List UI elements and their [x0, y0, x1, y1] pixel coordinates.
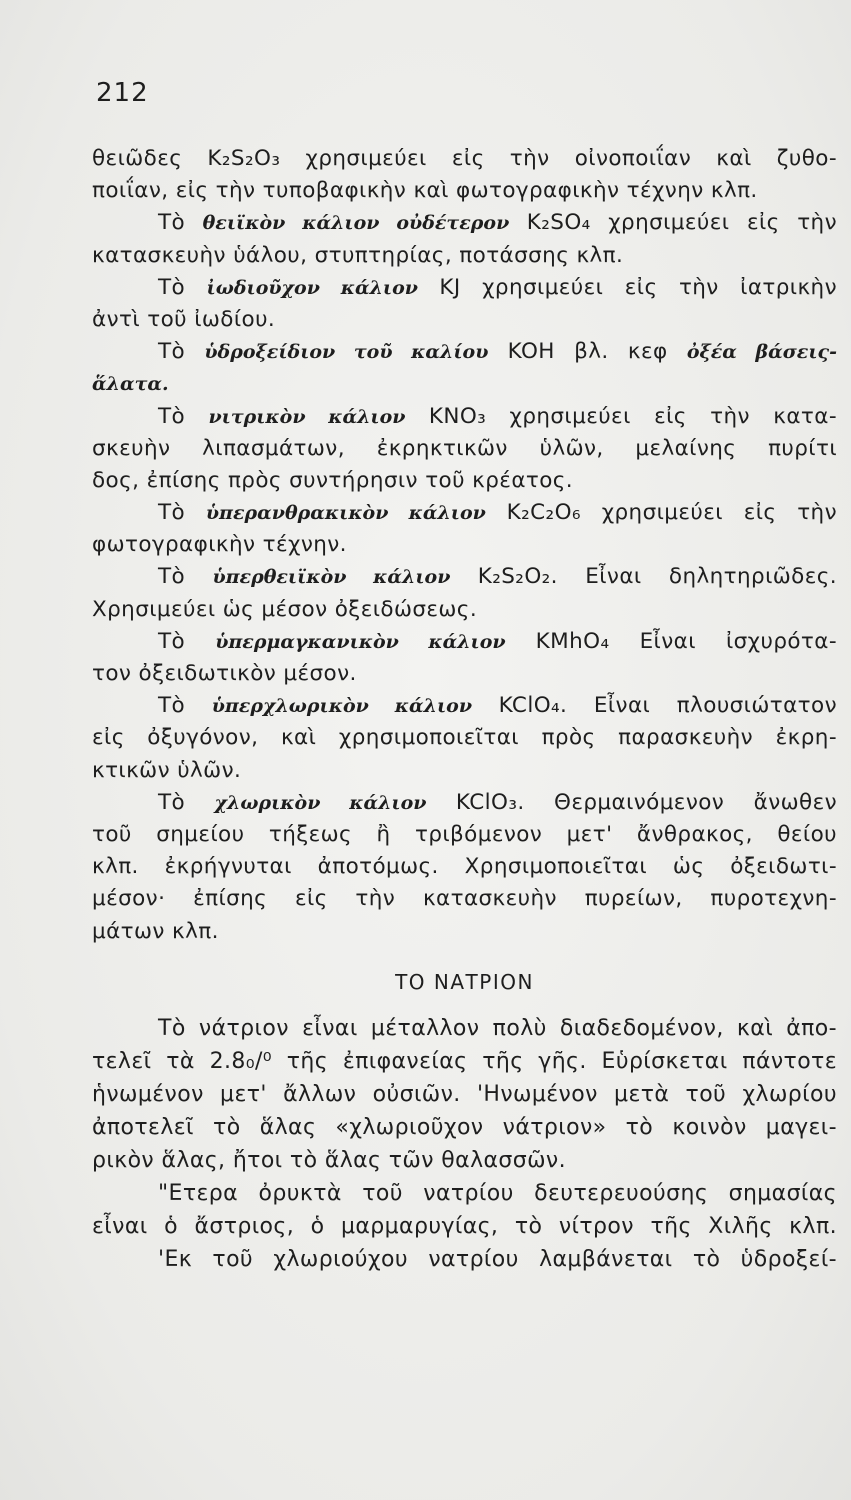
text-line	[92, 497, 837, 529]
compound-name: νιτρικὸν κάλιον	[208, 405, 406, 428]
text-line: ἡνωμένον μετ' ἄλλων οὐσιῶν. 'Ηνωμένον μετὰ τοῦ χλωρίου	[92, 1081, 837, 1107]
text-run: KNO₃ χρησιμεύει εἰς τὴν κατα-	[405, 403, 837, 429]
text-line: τελεῖ τὰ 2.8₀/⁰ τῆς ἐπιφανείας τῆς γῆς. Εὑρίσκεται πάντοτε	[92, 1048, 837, 1074]
text-line	[92, 368, 837, 400]
text-line	[92, 626, 837, 658]
compound-name: ἅλατα.	[92, 373, 169, 396]
compound-name: ὑπερμαγκανικὸν κάλιον	[215, 630, 506, 653]
text-run: Τὸ	[158, 210, 203, 236]
compound-name: ἰωδιοῦχον κάλιον	[206, 276, 418, 299]
text-run: K₂S₂O₂. Εἶναι δηλητηριῶδες.	[450, 564, 837, 590]
text-run: Τὸ	[158, 500, 206, 526]
text-run: Τὸ	[158, 693, 212, 719]
text-run: KJ χρησιμεύει εἰς τὴν ἰατρικὴν	[417, 274, 837, 300]
text-line	[92, 207, 837, 239]
text-line: Τὸ νάτριον εἶναι μέταλλον πολὺ διαδεδομένον, καὶ ἀπο-	[158, 1015, 837, 1041]
section-heading-natrion: ΤΟ ΝΑΤΡΙΟΝ	[395, 969, 534, 994]
text-line: ἀντὶ τοῦ ἰωδίου.	[92, 306, 276, 332]
text-line: ποιΐαν, εἰς τὴν τυποβαφικὴν καὶ φωτογραφικὴν τέχνην κλπ.	[92, 178, 758, 204]
text-run: Τὸ	[158, 628, 216, 654]
text-line: κλπ. ἐκρήγνυται ἀποτόμως. Χρησιμοποιεῖται ὡς ὀξειδωτι-	[92, 854, 837, 880]
text-line: μέσον· ἐπίσης εἰς τὴν κατασκευὴν πυρείων, πυροτεχνη-	[92, 886, 837, 912]
text-run: KClO₄. Εἶναι πλουσιώτατον	[472, 693, 837, 719]
text-run: Τὸ	[158, 564, 213, 590]
compound-name: θειϊκὸν κάλιον οὐδέτερον	[202, 212, 510, 235]
text-line: εἶναι ὁ ἄστριος, ὁ μαρμαρυγίας, τὸ νίτρον τῆς Χιλῆς κλπ.	[92, 1213, 837, 1239]
sodium-section	[92, 1012, 837, 1276]
text-line: μάτων κλπ.	[92, 918, 219, 944]
text-line: ἀποτελεῖ τὸ ἅλας «χλωριοῦχον νάτριον» τὸ κοινὸν μαγει-	[92, 1114, 837, 1140]
text-run: KClO₃. Θερμαινόμενον ἄνωθεν	[426, 789, 837, 815]
text-run: Τὸ	[158, 789, 215, 815]
text-line	[92, 336, 837, 368]
text-line: κτικῶν ὑλῶν.	[92, 757, 242, 783]
compound-name: ὑδροξείδιον τοῦ καλίου	[204, 341, 489, 364]
text-line: τοῦ σημείου τήξεως ἢ τριβόμενον μετ' ἄνθρακος, θείου	[92, 821, 837, 847]
text-line: τον ὀξειδωτικὸν μέσον.	[92, 661, 357, 686]
text-line: σκευὴν λιπασμάτων, ἐκρηκτικῶν ὑλῶν, μελαίνης πυρίτι	[92, 435, 837, 461]
text-line: κατασκευὴν ὑάλου, στυπτηρίας, ποτάσσης κλπ.	[92, 242, 624, 268]
text-run: Τὸ	[158, 339, 205, 365]
text-line: ρικὸν ἅλας, ἤτοι τὸ ἅλας τῶν θαλασσῶν.	[92, 1147, 566, 1173]
compound-name: χλωρικὸν κάλιον	[214, 791, 427, 814]
text-line	[92, 401, 837, 433]
text-line: εἰς ὀξυγόνον, καὶ χρησιμοποιεῖται πρὸς παρασκευὴν ἐκρη-	[92, 725, 837, 751]
text-line	[92, 690, 837, 722]
text-line: φωτογραφικὴν τέχνην.	[92, 532, 347, 558]
compound-name: ὑπερθειϊκὸν κάλιον	[212, 566, 451, 589]
page-number: 212	[96, 78, 149, 108]
text-run: Τὸ	[158, 403, 209, 429]
text-run: KOH βλ. κεφ	[488, 339, 687, 365]
potassium-compounds-section	[92, 143, 837, 948]
text-line: 'Εκ τοῦ χλωριούχου νατρίου λαμβάνεται τὸ ὑδροξεί-	[158, 1246, 837, 1272]
text-line: δος, ἐπίσης πρὸς συντήρησιν τοῦ κρέατος.	[92, 467, 574, 493]
text-run: Τὸ	[158, 274, 207, 300]
text-line: θειῶδες K₂S₂O₃ χρησιμεύει εἰς τὴν οἰνοποιΐαν καὶ ζυθο-	[92, 146, 837, 171]
text-line	[92, 787, 837, 819]
text-run: KMhO₄ Εἶναι ἰσχυρότα-	[505, 628, 837, 654]
text-line: Χρησιμεύει ὡς μέσον ὀξειδώσεως.	[92, 596, 478, 622]
text-run: K₂C₂O₆ χρησιμεύει εἰς τὴν	[485, 500, 837, 526]
text-line	[92, 272, 837, 304]
compound-name: ὑπερανθρακικὸν κάλιον	[205, 502, 486, 525]
text-line: "Ετερα ὀρυκτὰ τοῦ νατρίου δευτερευούσης σημασίας	[158, 1180, 837, 1206]
text-line	[92, 561, 837, 593]
text-run: K₂SO₄ χρησιμεύει εἰς τὴν	[509, 210, 837, 236]
compound-name: ὀξέα βάσεις-	[686, 341, 837, 364]
page-body	[92, 143, 837, 1276]
compound-name: ὑπερχλωρικὸν κάλιον	[211, 695, 473, 718]
